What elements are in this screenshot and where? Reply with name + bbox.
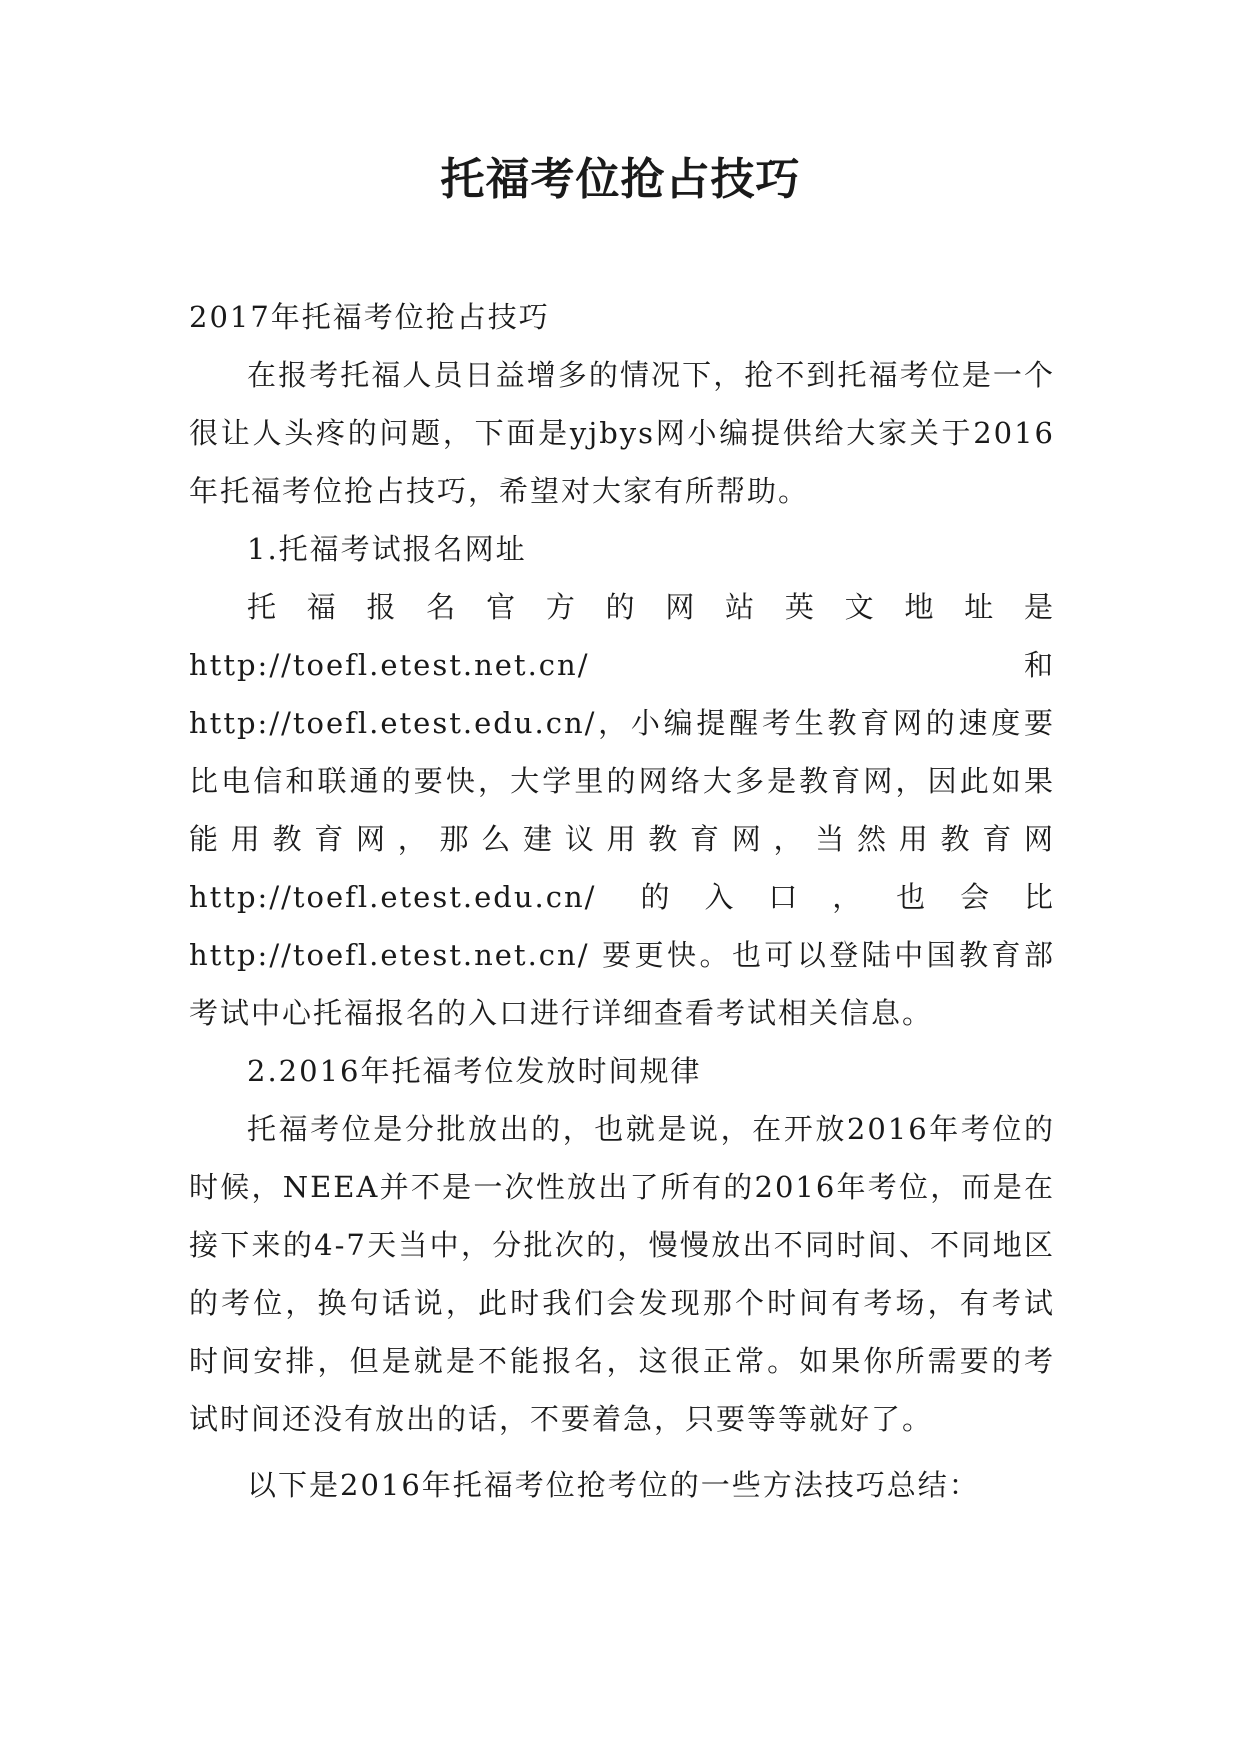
intro-paragraph: 在报考托福人员日益增多的情况下，抢不到托福考位是一个很让人头疼的问题，下面是yjbys网小编提供给大家关于2016年托福考位抢占技巧，希望对大家有所帮助。 [189, 358, 1055, 508]
section-heading-2: 2.2016年托福考位发放时间规律 [247, 1054, 702, 1088]
registration-url-paragraph: 托福报名官方的网站英文地址是 http://toefl.etest.net.cn/ 和 http://toefl.etest.edu.cn/，小编提醒考生教育网的速度要比电信和联通的要快，大学里的网络大多是教育网，因此如果能用教育网，那么建议用教育网，当然用教育网 http://toefl.etest.edu.cn/ 的入口，也会比 http://toefl.etest.net.cn/ 要更快。也可以登陆中国教育部考试中心托福报名的入口进行详细查看考试相关信息。 [189, 590, 1055, 1030]
document-body [189, 288, 1055, 1514]
seat-release-paragraph: 托福考位是分批放出的，也就是说，在开放2016年考位的时候，NEEA并不是一次性放出了所有的2016年考位，而是在接下来的4-7天当中，分批次的，慢慢放出不同时间、不同地区的考位，换句话说，此时我们会发现那个时间有考场，有考试时间安排，但是就是不能报名，这很正常。如果你所需要的考试时间还没有放出的话，不要着急，只要等等就好了。 [189, 1112, 1055, 1436]
document-title: 托福考位抢占技巧 [440, 154, 801, 205]
summary-intro-paragraph: 以下是2016年托福考位抢考位的一些方法技巧总结： [247, 1468, 980, 1502]
subtitle-paragraph: 2017年托福考位抢占技巧 [189, 300, 550, 334]
section-heading-1: 1.托福考试报名网址 [247, 532, 527, 566]
